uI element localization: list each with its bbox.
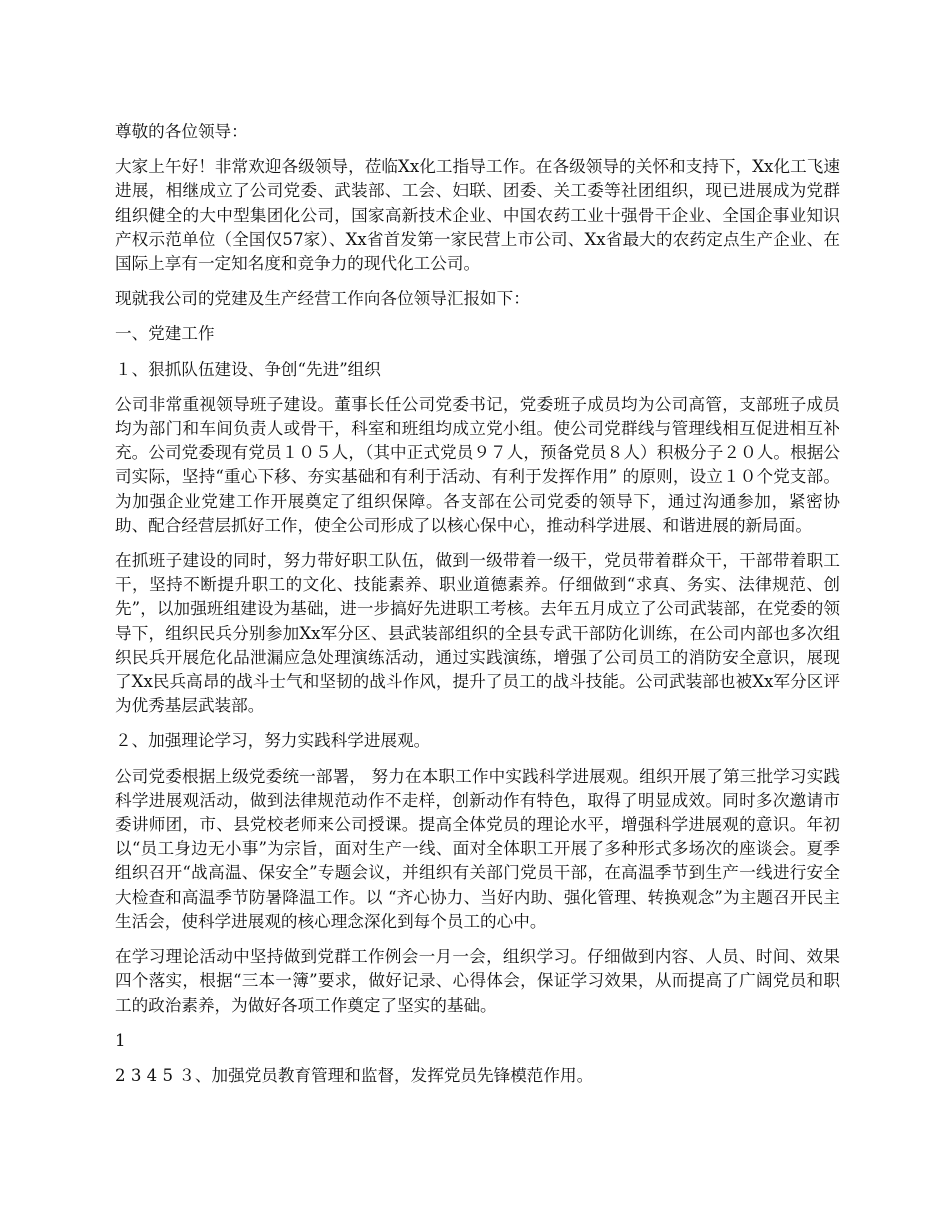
subsection-1-paragraph-1: 公司非常重视领导班子建设。董事长任公司党委书记，党委班子成员均为公司高管，支部班子成员均为部门和车间负责人或骨干，科室和班组均成立党小组。使公司党群线与管理线相互促进相互补充。公司党委现有党员１０５人，（其中正式党员９７人，预备党员８人）积极分子２０人。根据公司实际，坚持“重心下移、夯实基础和有利于活动、有利于发挥作用” 的原则，设立１０个党支部。为加强企业党建工作开展奠定了组织保障。各支部在公司党委的领导下，通过沟通参加，紧密协助、配合经营层抓好工作，使全公司形成了以核心保中心，推动科学进展、和谐进展的新局面。 (115, 394, 840, 535)
page-number: 1 (115, 1030, 126, 1050)
report-intro: 现就我公司的党建及生产经营工作向各位领导汇报如下： (115, 289, 530, 309)
subsection-1-paragraph-2: 在抓班子建设的同时，努力带好职工队伍，做到一级带着一级干，党员带着群众干，干部带着职工干，坚持不断提升职工的文化、技能素养、职业道德素养。仔细做到“求真、务实、法律规范、创先”，以加强班组建设为基础，进一步搞好先进职工考核。去年五月成立了公司武装部，在党委的领导下，组织民兵分别参加Xx军分区、县武装部组织的全县专武干部防化训练，在公司内部也多次组织民兵开展危化品泄漏应急处理演练活动，通过实践演练，增强了公司员工的消防安全意识，展现了Xx民兵高昂的战斗士气和坚韧的战斗作风，提升了员工的战斗技能。公司武装部也被Xx军分区评为优秀基层武装部。 (115, 551, 840, 716)
subsection-2-paragraph-2: 在学习理论活动中坚持做到党群工作例会一月一会，组织学习。仔细做到内容、人员、时间、效果四个落实，根据“三本一簿”要求，做好记录、心得体会，保证学习效果，从而提高了广阔党员和职工的政治素养，为做好各项工作奠定了坚实的基础。 (115, 947, 840, 1015)
section-heading-party-building: 一、党建工作 (115, 324, 215, 344)
subsection-heading-2: ２、加强理论学习，努力实践科学进展观。 (115, 731, 431, 751)
intro-paragraph: 大家上午好！非常欢迎各级领导，莅临Xx化工指导工作。在各级领导的关怀和支持下，Xx化工飞速进展，相继成立了公司党委、武装部、工会、妇联、团委、关工委等社团组织，现已进展成为党群组织健全的大中型集团化公司，国家高新技术企业、中国农药工业十强骨干企业、全国企事业知识产权示范单位（全国仅57家）、Xx省首发第一家民营上市公司、Xx省最大的农药定点生产企业、在国际上享有一定知名度和竞争力的现代化工公司。 (115, 157, 840, 274)
subsection-2-paragraph-1: 公司党委根据上级党委统一部署， 努力在本职工作中实践科学进展观。组织开展了第三批学习实践科学进展观活动，做到法律规范动作不走样，创新动作有特色，取得了明显成效。同时多次邀请市委讲师团，市、县党校老师来公司授课。提高全体党员的理论水平，增强科学进展观的意识。年初以“员工身边无小事”为宗旨，面对生产一线、面对全体职工开展了多种形式多场次的座谈会。夏季组织召开“战高温、保安全”专题会议，并组织有关部门党员干部，在高温季节到生产一线进行安全大检查和高温季节防暑降温工作。以 “齐心协力、当好内助、强化管理、转换观念”为主题召开民主生活会，使科学进展观的核心理念深化到每个员工的心中。 (115, 766, 840, 931)
next-subsection-line: 2 3 4 5 ３、加强党员教育管理和监督，发挥党员先锋模范作用。 (115, 1065, 594, 1085)
subsection-heading-1: １、狠抓队伍建设、争创“先进”组织 (115, 359, 381, 379)
salutation: 尊敬的各位领导： (115, 122, 248, 141)
document-body (115, 120, 840, 1099)
